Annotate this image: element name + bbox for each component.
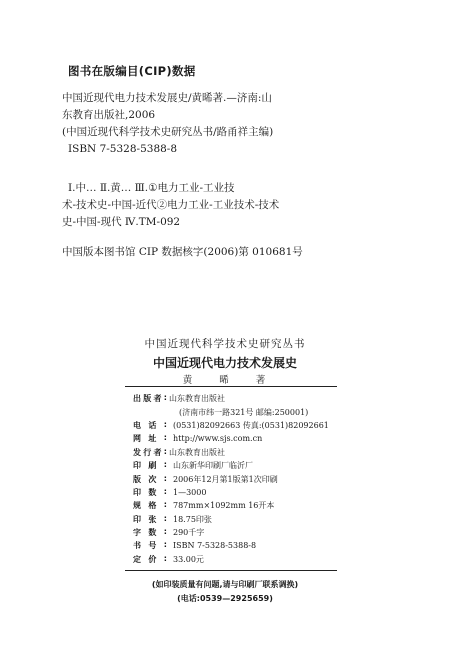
quality-notice	[0, 578, 450, 606]
notice-line: (如印装质量有问题,请与印刷厂联系调换)	[151, 580, 299, 589]
imprint-value: 2006年12月第1版第1次印刷	[173, 474, 278, 484]
imprint-value: 山东教育出版社	[169, 447, 225, 457]
imprint-value: 18.75印张	[173, 514, 212, 524]
cip-line: 中国近现代电力技术发展史/黄晞著.—济南:山	[62, 92, 272, 104]
imprint-row-print-run	[133, 486, 343, 499]
divider-top	[125, 386, 337, 387]
imprint-row-word-count	[133, 526, 343, 539]
imprint-label: 定 价 :	[133, 553, 167, 564]
imprint-label: 电 话 :	[133, 419, 167, 430]
imprint-value: ISBN 7-5328-5388-8	[173, 541, 257, 551]
imprint-value: (0531)82092663 传真:(0531)82092661	[173, 420, 329, 430]
imprint-label: 书 号 :	[133, 540, 167, 551]
imprint-table	[133, 392, 343, 566]
cip-record	[62, 90, 392, 158]
imprint-value: http://www.sjs.com.cn	[173, 434, 263, 444]
classification-line: 术-技术史-中国-近代②电力工业-工业技术-技术	[62, 199, 280, 211]
imprint-row-printer	[133, 459, 343, 472]
imprint-label: 发 行 者 :	[133, 446, 167, 457]
cip-heading: 图书在版编目(CIP)数据	[68, 64, 196, 78]
series-title: 中国近现代科学技术史研究丛书	[144, 338, 306, 350]
divider-bottom	[125, 570, 337, 571]
imprint-label: 字 数 :	[133, 527, 167, 538]
book-title: 中国近现代电力技术发展史	[152, 356, 297, 370]
imprint-value: 290千字	[173, 528, 205, 538]
book-author: 黄 晞 著	[182, 375, 278, 386]
classification-line: 史-中国-现代 Ⅳ.TM-092	[62, 216, 181, 228]
imprint-row-price	[133, 553, 343, 566]
cip-classification	[62, 180, 392, 231]
imprint-row-isbn	[133, 539, 343, 552]
imprint-row-format	[133, 499, 343, 512]
cip-line: (中国近现代科学技术史研究丛书/路甬祥主编)	[62, 126, 274, 138]
imprint-label: 规 格 :	[133, 500, 167, 511]
imprint-label: 印 张 :	[133, 513, 167, 524]
imprint-row-website	[133, 432, 343, 445]
cip-isbn: ISBN 7-5328-5388-8	[68, 143, 178, 155]
imprint-value: 787mm×1092mm 16开本	[173, 501, 275, 511]
imprint-value: 1—3000	[173, 487, 207, 497]
classification-line: Ⅰ.中… Ⅱ.黄… Ⅲ.①电力工业-工业技	[68, 182, 235, 194]
cip-data-number: 中国版本图书馆 CIP 数据核字(2006)第 010681号	[62, 246, 303, 258]
imprint-row-phone	[133, 419, 343, 432]
imprint-label: 网 址 :	[133, 433, 167, 444]
imprint-row-distributor	[133, 446, 343, 459]
imprint-value: 山东新华印刷厂临沂厂	[173, 461, 253, 471]
cip-line: 东教育出版社,2006	[62, 109, 156, 121]
imprint-row-publisher	[133, 392, 343, 405]
imprint-row-sheets	[133, 513, 343, 526]
notice-phone: (电话:0539—2925659)	[177, 594, 273, 603]
imprint-label: 版 次 :	[133, 473, 167, 484]
publisher-address: (济南市纬一路321号 邮编:250001)	[179, 407, 309, 417]
imprint-row-edition	[133, 472, 343, 485]
imprint-label: 出 版 者 :	[133, 393, 167, 404]
imprint-value: 山东教育出版社	[169, 394, 225, 404]
imprint-label: 印 数 :	[133, 486, 167, 497]
imprint-value: 33.00元	[173, 554, 204, 564]
imprint-label: 印 刷 :	[133, 460, 167, 471]
